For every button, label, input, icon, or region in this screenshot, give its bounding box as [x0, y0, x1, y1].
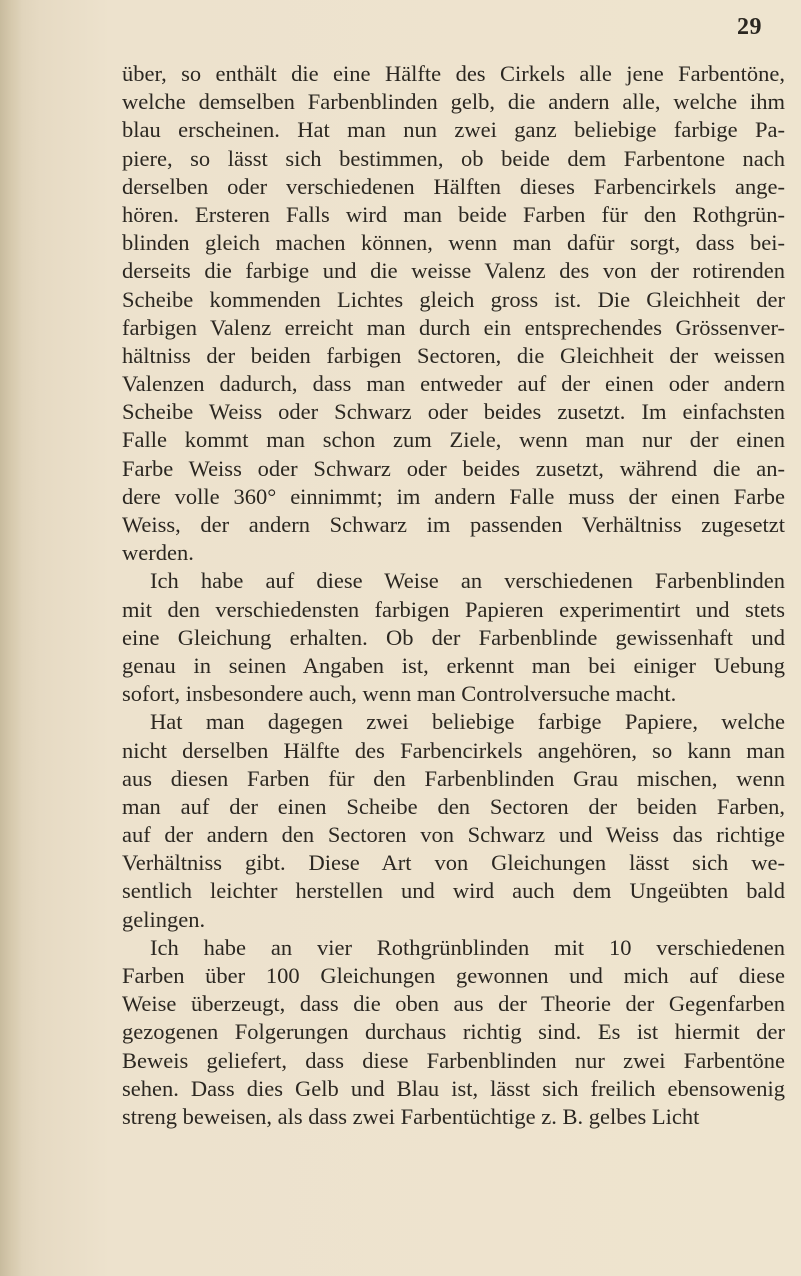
text-line: auf der andern den Sectoren von Schwarz und Weiss das richtige	[122, 822, 785, 848]
text-line: eine Gleichung erhalten. Ob der Farbenblinde gewissenhaft und	[122, 624, 785, 650]
text-line: Scheibe Weiss oder Schwarz oder beides zusetzt. Im einfachsten	[122, 399, 785, 425]
text-line: blinden gleich machen können, wenn man dafür sorgt, dass bei-	[122, 230, 785, 256]
text-line: Farben über 100 Gleichungen gewonnen und mich auf diese	[122, 963, 785, 988]
text-line: dere volle 360° einnimmt; im andern Falle muss der einen Farbe	[122, 483, 785, 509]
text-line: Ich habe an vier Rothgrünblinden mit 10 verschiedenen	[150, 934, 785, 960]
text-line: gelingen.	[122, 906, 206, 932]
text-line: Scheibe kommenden Lichtes gleich gross ist. Die Gleichheit der	[122, 286, 785, 312]
text-line: nicht derselben Hälfte des Farbencirkels angehören, so kann man	[122, 737, 785, 763]
text-line: Ich habe auf diese Weise an verschiedenen Farbenblinden	[150, 568, 785, 594]
text-line: hältniss der beiden farbigen Sectoren, die Gleichheit der weissen	[122, 342, 785, 368]
text-line: Farbe Weiss oder Schwarz oder beides zusetzt, während die an-	[122, 455, 785, 481]
text-line: welche demselben Farbenblinden gelb, die andern alle, welche ihm	[122, 89, 785, 115]
text-line: Falle kommt man schon zum Ziele, wenn man nur der einen	[122, 427, 785, 453]
text-line: Verhältniss gibt. Diese Art von Gleichungen lässt sich we-	[122, 850, 785, 876]
text-line: über, so enthält die eine Hälfte des Cirkels alle jene Farbentöne,	[122, 61, 785, 86]
text-line: piere, so lässt sich bestimmen, ob beide dem Farbentone nach	[122, 145, 785, 171]
text-line: Weiss, der andern Schwarz im passenden Verhältniss zugesetzt	[122, 512, 785, 537]
text-line: hören. Ersteren Falls wird man beide Farben für den Rothgrün-	[122, 201, 785, 227]
page-number: 29	[737, 14, 762, 40]
binding-shadow	[0, 0, 22, 1276]
text-line: blau erscheinen. Hat man nun zwei ganz beliebige farbige Pa-	[122, 117, 785, 143]
text-line: derseits die farbige und die weisse Valenz des von der rotirenden	[122, 258, 785, 284]
text-line: derselben oder verschiedenen Hälften dieses Farbencirkels ange-	[122, 173, 785, 199]
text-line: Beweis geliefert, dass diese Farbenblinden nur zwei Farbentöne	[122, 1047, 785, 1073]
text-line: Weise überzeugt, dass die oben aus der Theorie der Gegenfarben	[122, 991, 785, 1017]
text-line: sehen. Dass dies Gelb und Blau ist, lässt sich freilich ebensowenig	[122, 1075, 785, 1101]
text-line: streng beweisen, als dass zwei Farbentüchtige z. B. gelbes Licht	[122, 1103, 700, 1129]
text-line: aus diesen Farben für den Farbenblinden Grau mischen, wenn	[122, 765, 785, 791]
text-line: sentlich leichter herstellen und wird auch dem Ungeübten bald	[122, 878, 785, 904]
text-line: sofort, insbesondere auch, wenn man Controlversuche macht.	[122, 681, 677, 707]
text-line: Hat man dagegen zwei beliebige farbige Papiere, welche	[150, 709, 785, 735]
text-line: genau in seinen Angaben ist, erkennt man bei einiger Uebung	[122, 652, 785, 678]
body-text	[122, 60, 785, 1131]
text-line: gezogenen Folgerungen durchaus richtig sind. Es ist hiermit der	[122, 1019, 785, 1045]
text-line: farbigen Valenz erreicht man durch ein entsprechendes Grössenver-	[122, 314, 785, 340]
text-line: Valenzen dadurch, dass man entweder auf der einen oder andern	[122, 371, 785, 397]
text-line: mit den verschiedensten farbigen Papieren experimentirt und stets	[122, 596, 785, 622]
text-line: man auf der einen Scheibe den Sectoren der beiden Farben,	[122, 793, 785, 819]
text-line: werden.	[122, 540, 194, 566]
